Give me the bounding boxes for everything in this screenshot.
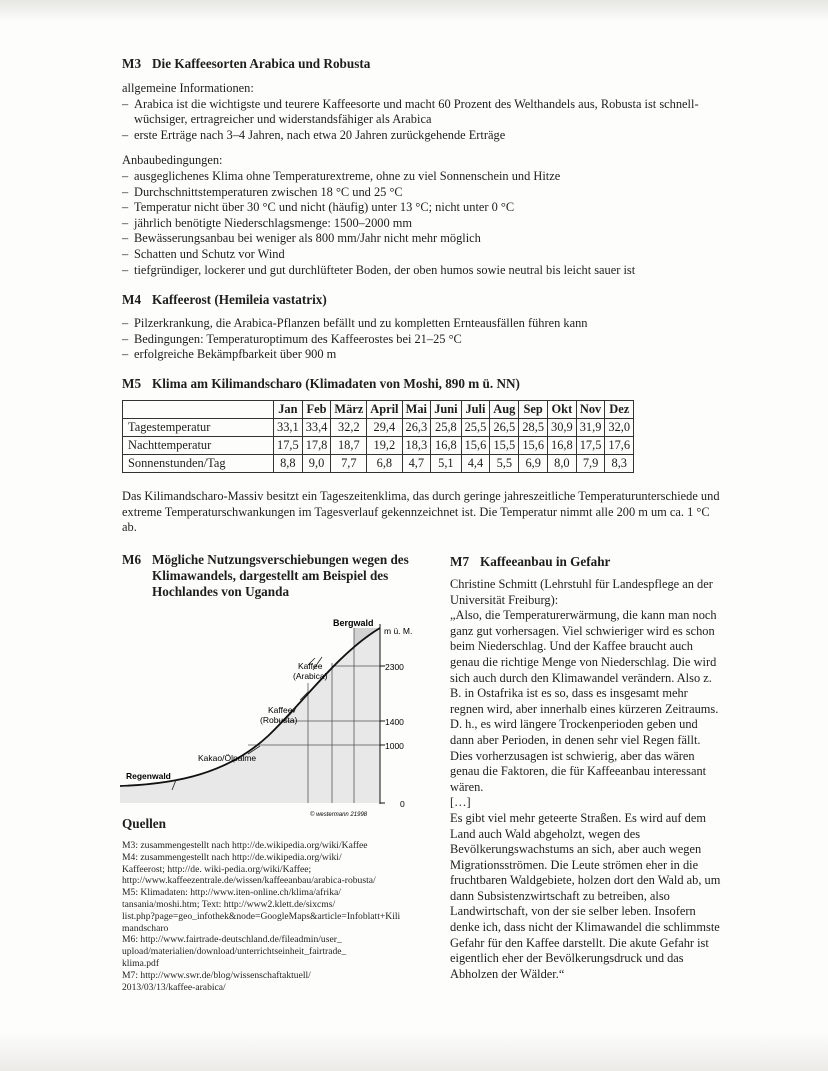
m6-heading: [122, 552, 409, 600]
axis-tick-label: 1400: [385, 717, 404, 727]
m7-intro: Christine Schmitt (Lehrstuhl für Landespflege an der Universität Freiburg):: [450, 577, 713, 607]
table-cell: 30,9: [548, 419, 577, 437]
source-line: Kaffeerost; http://de. wiki-pedia.org/wiki/Kaffee;: [122, 863, 312, 875]
table-cell: 33,1: [274, 419, 303, 437]
m3-heading: [122, 56, 370, 72]
m7-quote-part1: „Also, die Temperaturerwärmung, die kann man noch ganz gut vorhersagen. Viel schwieriger wird es schon beim Niederschlag. Und der Kaffee braucht auch genau die richtige Menge von Niederschlag. Die wird sich auch durch den Klimawandel verändern. Also z. B. in Ostafrika ist es so, dass es insgesamt mehr regnen wird, aber innerhalb eines kürzeren Zeitraums. D. h., es wird längere Trockenperioden geben und dann aber Perioden, in denen sehr viel Regen fällt. Dies vorherzusagen ist schwierig, aber das wären genau die Faktoren, die für Kaffeeanbau interessant wären.: [450, 608, 719, 794]
m7-title: Kaffeeanbau in Gefahr: [480, 554, 611, 569]
month-header: Juli: [461, 401, 490, 419]
table-cell: 18,7: [331, 437, 367, 455]
list-item: – Arabica ist die wichtigste und teurere Kaffeesorte und macht 60 Prozent des Welthandels aus, Robusta ist schnell-wüchsiger, ertragreicher und widerstandsfähiger als Arabica: [122, 97, 722, 128]
m4-body: [122, 316, 722, 363]
table-row: [123, 455, 634, 473]
source-line: tansania/moshi.htm; Text: http://www2.klett.de/sixcms/: [122, 898, 336, 910]
axis-tick-label: 1000: [385, 741, 404, 751]
zone-label-kaffee-robusta: (Robusta): [260, 715, 298, 725]
axis-tick-label: 0: [400, 799, 405, 809]
table-row: [123, 437, 634, 455]
list-item: – jährlich benötigte Niederschlagsmenge: 1500–2000 mm: [122, 216, 722, 232]
m3-general-heading: allgemeine Informationen:: [122, 81, 254, 95]
m3-title: Die Kaffeesorten Arabica und Robusta: [152, 56, 371, 71]
m4-list: [122, 316, 722, 363]
m6-title-line: Klimawandels, dargestellt am Beispiel des: [152, 568, 389, 583]
m5-heading: [122, 376, 520, 392]
list-item: – erste Erträge nach 3–4 Jahren, nach etwa 20 Jahren zurückgehende Erträge: [122, 128, 722, 144]
table-cell: 31,9: [576, 419, 605, 437]
table-cell: 17,6: [605, 437, 634, 455]
list-item: – erfolgreiche Bekämpfbarkeit über 900 m: [122, 347, 722, 363]
list-item: – ausgeglichenes Klima ohne Temperaturextreme, ohne zu viel Sonnenschein und Hitze: [122, 169, 722, 185]
source-line: M4: zusammengestellt nach http://de.wikipedia.org/wiki/: [122, 851, 342, 863]
table-cell: 32,0: [605, 419, 634, 437]
scan-shadow-bottom: [0, 1031, 828, 1071]
list-item: – Bewässerungsanbau bei weniger als 800 mm/Jahr nicht mehr möglich: [122, 231, 722, 247]
table-cell: 32,2: [331, 419, 367, 437]
table-cell: 17,5: [576, 437, 605, 455]
table-cell: 6,8: [367, 455, 402, 473]
source-line: M3: zusammengestellt nach http://de.wikipedia.org/wiki/Kaffee: [122, 840, 368, 851]
month-header: Jan: [274, 401, 303, 419]
table-cell: 9,0: [302, 455, 331, 473]
table-cell: 17,8: [302, 437, 331, 455]
month-header: Feb: [302, 401, 331, 419]
m6-title-line: Mögliche Nutzungsverschiebungen wegen des: [152, 552, 409, 567]
table-cell: 29,4: [367, 419, 402, 437]
m7-quote-part2: Es gibt viel mehr geteerte Straßen. Es wird auf dem Land auch Wald abgeholzt, wegen des Bevölkerungswachstums an sich, aber auch wegen Migrationsströmen. Die Leute strömen eher in die fruchtbaren Waldgebiete, holzen dort den Wald ab, um dann Subsistenzwirtschaft zu betreiben, also Landwirtschaft, von der sie selber leben. Insofern denke ich, dass nicht der Klimawandel die schlimmste Gefahr für den Kaffee darstellt. Die akute Gefahr ist eigentlich eher der Bevölkerungsdruck und das Abholzen der Wälder.“: [450, 810, 721, 981]
list-item: – Pilzerkrankung, die Arabica-Pflanzen befällt und zu kompletten Ernteausfällen führen kann: [122, 316, 722, 332]
month-header: Okt: [548, 401, 577, 419]
m6-title-line: Hochlandes von Uganda: [152, 584, 290, 599]
source-line: list.php?page=geo_infothek&node=GoogleMaps&article=Infoblatt+Kili: [122, 910, 401, 922]
table-cell: 25,8: [431, 419, 461, 437]
table-cell: 4,7: [402, 455, 431, 473]
climate-table: [122, 400, 634, 473]
sources-list: [122, 840, 434, 993]
source-line: M5: Klimadaten: http://www.iten-online.ch/klima/afrika/: [122, 887, 341, 899]
m6-number: M6: [122, 552, 142, 567]
source-line: klima.pdf: [122, 957, 160, 969]
row-label: Nachttemperatur: [123, 437, 274, 455]
m3-number: M3: [122, 56, 142, 71]
row-label: Sonnenstunden/Tag: [123, 455, 274, 473]
m3-body: [122, 81, 722, 278]
quellen-heading: Quellen: [122, 816, 166, 831]
m4-number: M4: [122, 292, 142, 307]
month-header: April: [367, 401, 402, 419]
zone-label-kaffee-robusta: Kaffee: [268, 705, 293, 715]
zone-label-regenwald: Regenwald: [126, 771, 171, 781]
m3-conditions-heading: Anbaubedingungen:: [122, 153, 223, 168]
m5-title: Klima am Kilimandscharo (Klimadaten von Moshi, 890 m ü. NN): [152, 376, 520, 391]
table-cell: 15,5: [490, 437, 519, 455]
table-cell: 33,4: [302, 419, 331, 437]
m7-number: M7: [450, 554, 470, 569]
month-header: Sep: [519, 401, 548, 419]
table-cell: 17,5: [274, 437, 303, 455]
table-cell: 7,9: [576, 455, 605, 473]
table-header-row: [123, 401, 634, 419]
table-cell: 7,7: [331, 455, 367, 473]
month-header: Mai: [402, 401, 431, 419]
source-line: upload/materialien/download/unterrichtseinheit_fairtrade_: [122, 946, 347, 958]
table-row: [123, 419, 634, 437]
month-header: Dez: [605, 401, 634, 419]
axis-tick-label: 2300: [385, 662, 404, 672]
source-line: http://www.kaffeezentrale.de/wissen/kaffeeanbau/arabica-robusta/: [122, 875, 376, 887]
table-cell: 6,9: [519, 455, 548, 473]
list-item: – Durchschnittstemperaturen zwischen 18 °C und 25 °C: [122, 185, 722, 201]
table-cell: 25,5: [461, 419, 490, 437]
month-header: Aug: [490, 401, 519, 419]
list-item: – tiefgründiger, lockerer und gut durchlüfteter Boden, der oben humos sowie neutral bis leicht sauer ist: [122, 263, 722, 279]
table-cell: 26,5: [490, 419, 519, 437]
source-line: M6: http://www.fairtrade-deutschland.de/fileadmin/user_: [122, 934, 342, 946]
zone-label-bergwald: Bergwald: [333, 618, 374, 628]
table-cell: 4,4: [461, 455, 490, 473]
zone-label-kaffee-arabica: (Arabica): [293, 671, 328, 681]
m4-title: Kaffeerost (Hemileia vastatrix): [152, 292, 327, 307]
table-cell: 15,6: [519, 437, 548, 455]
list-item: – Bedingungen: Temperaturoptimum des Kaffeerostes bei 21–25 °C: [122, 332, 722, 348]
m5-note: Das Kilimandscharo-Massiv besitzt ein Tageszeitenklima, das durch geringe jahreszeitliche Temperaturunterschiede und extreme Temperaturschwankungen im Tagesverlauf gekennzeichnet ist. Die Temperatur nimmt alle 200 m um ca. 1 °C ab.: [122, 489, 720, 535]
m7-body: [450, 577, 722, 982]
m7-heading: [450, 554, 610, 570]
table-cell: 26,3: [402, 419, 431, 437]
table-cell: 19,2: [367, 437, 402, 455]
m4-heading: [122, 292, 327, 308]
scan-shadow-top: [0, 0, 828, 22]
axis-unit-label: m ü. M.: [384, 626, 413, 636]
month-header: Juni: [431, 401, 461, 419]
table-cell: 5,1: [431, 455, 461, 473]
table-cell: 5,5: [490, 455, 519, 473]
table-cell: 18,3: [402, 437, 431, 455]
source-line: mandscharo: [122, 922, 169, 934]
table-cell: 15,6: [461, 437, 490, 455]
row-label: Tagestemperatur: [123, 419, 274, 437]
m7-ellipsis: […]: [450, 795, 471, 810]
list-item: – Temperatur nicht über 30 °C und nicht (häufig) unter 13 °C; nicht unter 0 °C: [122, 200, 722, 216]
list-item: – Schatten und Schutz vor Wind: [122, 247, 722, 263]
table-corner-cell: [123, 401, 274, 419]
m3-conditions-list: [122, 169, 722, 278]
table-cell: 8,3: [605, 455, 634, 473]
source-line: M7: http://www.swr.de/blog/wissenschaftaktuell/: [122, 969, 311, 981]
zone-label-kakao: Kakao/Ölpalme: [198, 753, 257, 763]
table-cell: 8,0: [548, 455, 577, 473]
table-cell: 8,8: [274, 455, 303, 473]
zone-label-kaffee-arabica: Kaffee: [298, 661, 323, 671]
diagram-credit: © westermann 21998: [310, 812, 368, 818]
month-header: März: [331, 401, 367, 419]
m3-general-list: [122, 97, 722, 144]
m5-number: M5: [122, 376, 142, 391]
table-cell: 16,8: [548, 437, 577, 455]
month-header: Nov: [576, 401, 605, 419]
table-cell: 16,8: [431, 437, 461, 455]
land-use-diagram: [118, 608, 438, 818]
source-line: 2013/03/13/kaffee-arabica/: [122, 981, 226, 993]
table-cell: 28,5: [519, 419, 548, 437]
